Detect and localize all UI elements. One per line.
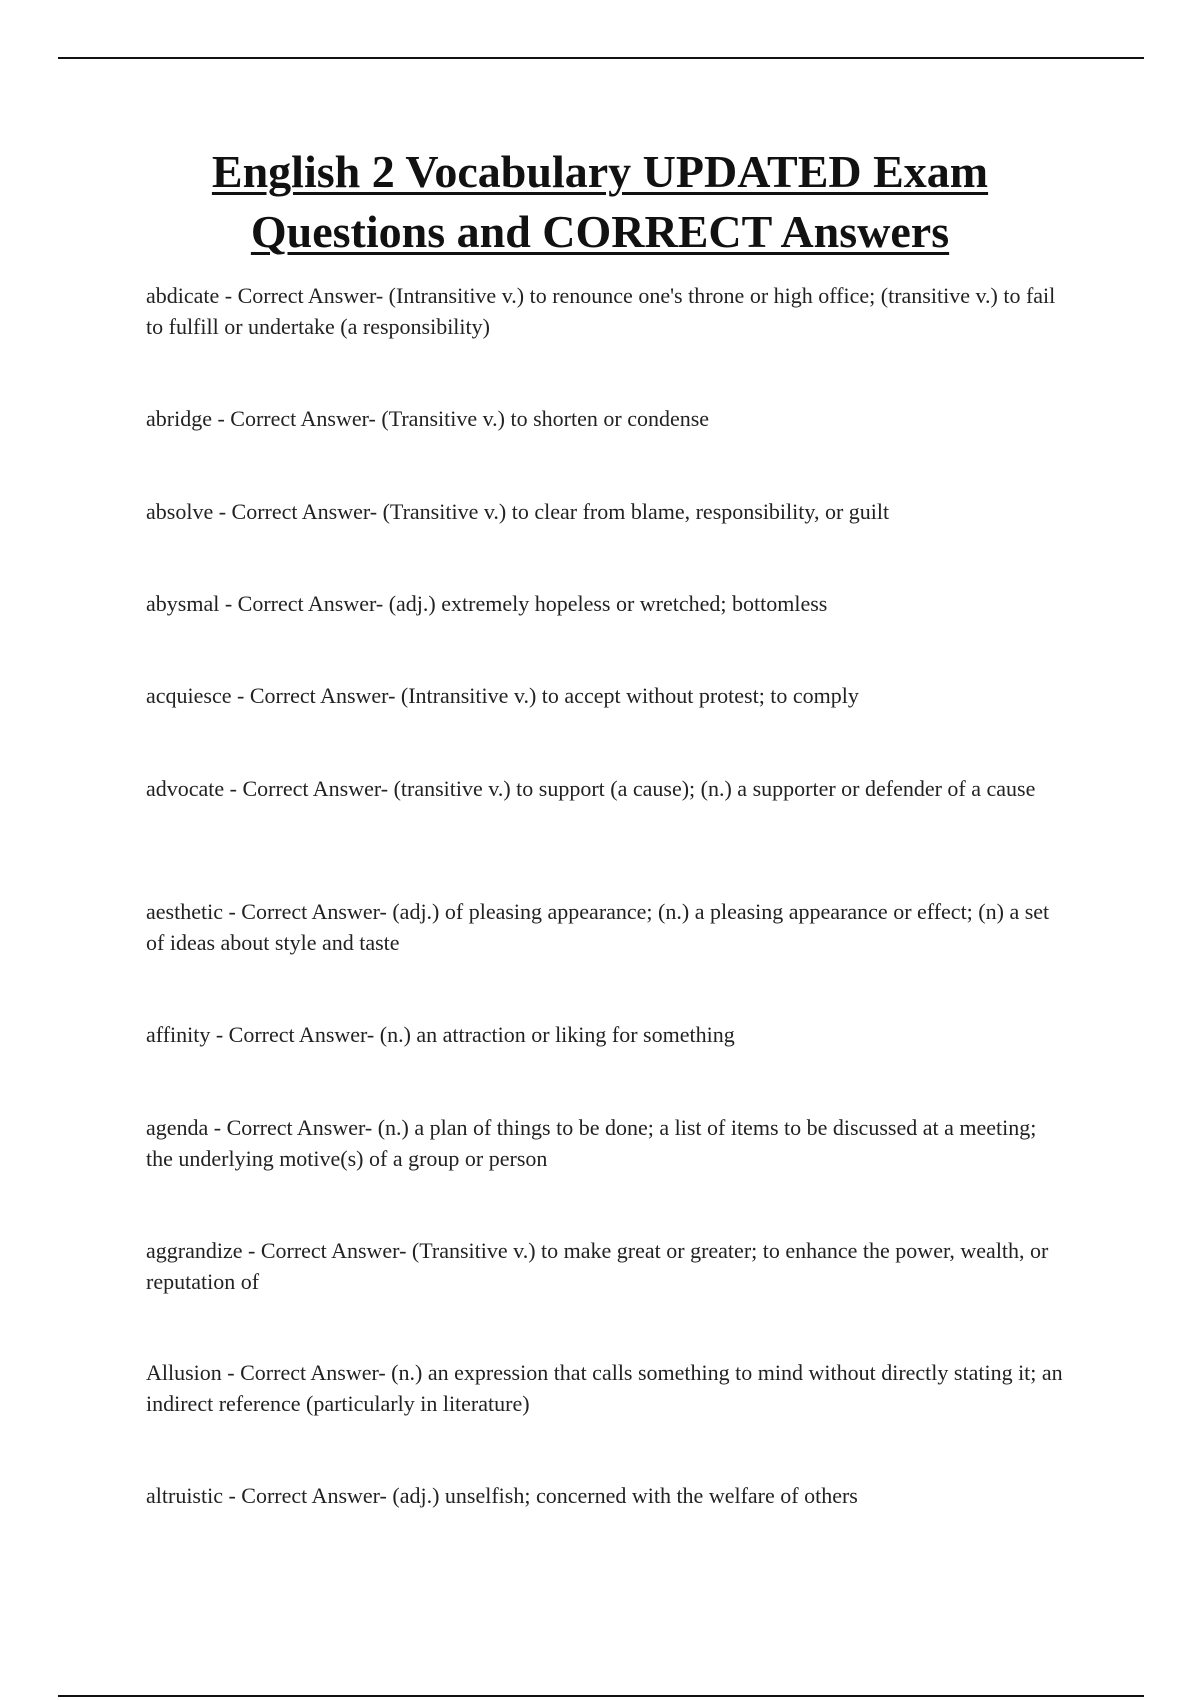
list-item: Allusion - Correct Answer- (n.) an expression that calls something to mind without directly stating it; an indirect reference (particularly in literature) (146, 1360, 1063, 1416)
list-item: aesthetic - Correct Answer- (adj.) of pleasing appearance; (n.) a pleasing appearance or effect; (n) a set of ideas about style and taste (146, 899, 1050, 955)
list-item: acquiesce - Correct Answer- (Intransitive v.) to accept without protest; to comply (146, 683, 859, 708)
list-item: affinity - Correct Answer- (n.) an attraction or liking for something (146, 1022, 735, 1047)
top-rule (58, 57, 1144, 59)
list-item: abdicate - Correct Answer- (Intransitive v.) to renounce one's throne or high office; (transitive v.) to fail to fulfill or undertake (a responsibility) (146, 283, 1056, 339)
document-title (100, 142, 1100, 262)
title-line-1: English 2 Vocabulary UPDATED Exam (211, 146, 989, 197)
list-item: abysmal - Correct Answer- (adj.) extremely hopeless or wretched; bottomless (146, 591, 828, 616)
list-item: abridge - Correct Answer- (Transitive v.) to shorten or condense (146, 406, 710, 431)
title-line-2: Questions and CORRECT Answers (250, 206, 950, 257)
list-item: agenda - Correct Answer- (n.) a plan of things to be done; a list of items to be discussed at a meeting; the underlying motive(s) of a group or person (146, 1115, 1037, 1171)
list-item: advocate - Correct Answer- (transitive v.) to support (a cause); (n.) a supporter or defender of a cause (146, 776, 1036, 801)
bottom-rule (58, 1695, 1144, 1697)
list-item: absolve - Correct Answer- (Transitive v.) to clear from blame, responsibility, or guilt (146, 499, 890, 524)
list-item: altruistic - Correct Answer- (adj.) unselfish; concerned with the welfare of others (146, 1483, 858, 1508)
list-item: aggrandize - Correct Answer- (Transitive v.) to make great or greater; to enhance the power, wealth, or reputation of (146, 1238, 1049, 1294)
